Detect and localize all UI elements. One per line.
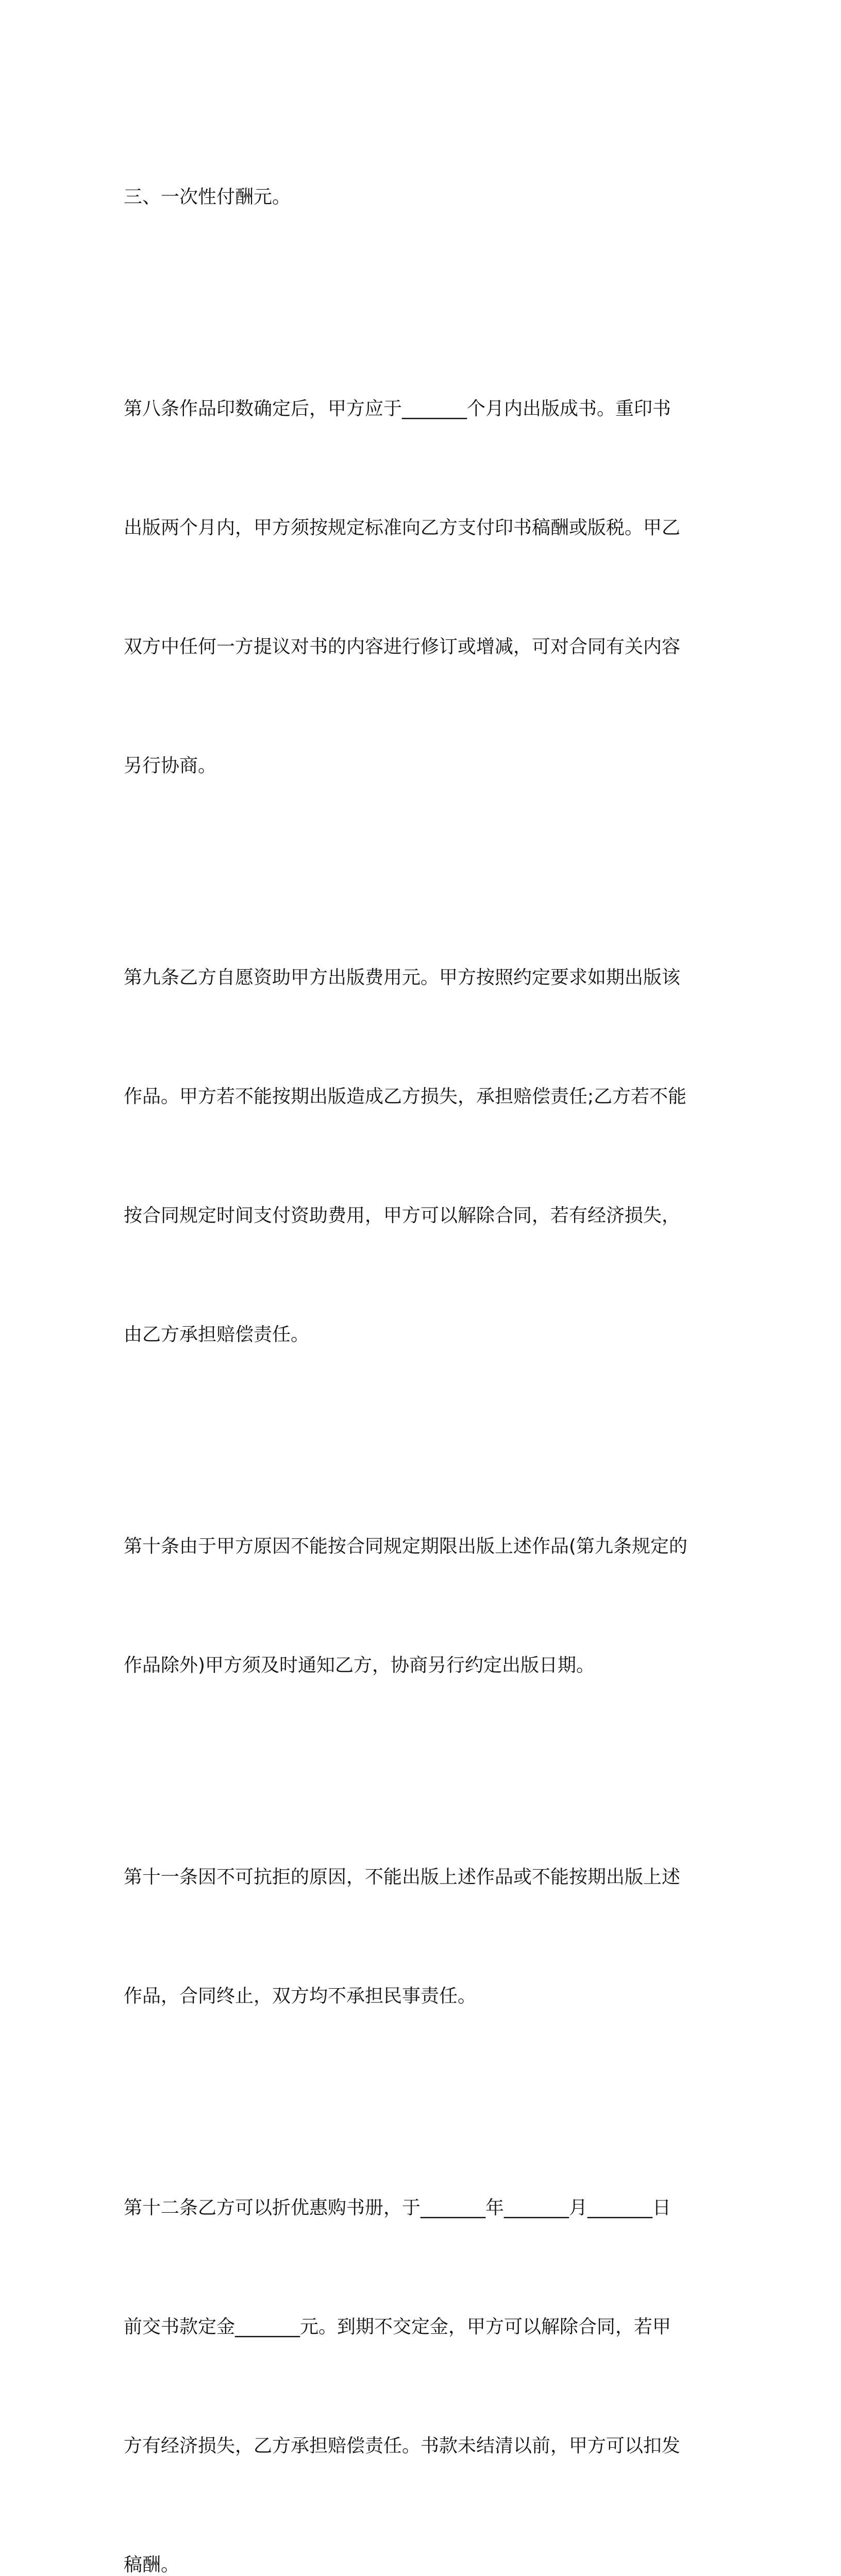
text-line: 另行协商。 [124,755,217,776]
text-line: 第十条由于甲方原因不能按合同规定期限出版上述作品(第九条规定的 [124,1536,688,1557]
text-line: 第十一条因不可抗拒的原因，不能出版上述作品或不能按期出版上述 [124,1867,681,1888]
paragraph-payment-clause [124,98,716,296]
text-line: 第九条乙方自愿资助甲方出版费用元。甲方按照约定要求如期出版该 [124,967,681,988]
text-line: 双方中任何一方提议对书的内容进行修订或增减，可对合同有关内容 [124,636,681,657]
text-line: 第八条作品印数确定后，甲方应于_______个月内出版成书。重印书 [124,398,671,419]
text-line: 按合同规定时间支付资助费用，甲方可以解除合同，若有经济损失， [124,1205,681,1226]
text-line: 由乙方承担赔偿责任。 [124,1324,310,1345]
paragraph-article-11 [124,1778,716,2095]
text-line: 稿酬。 [124,2554,180,2575]
paragraph-article-9 [124,878,716,1434]
text-line: 出版两个月内，甲方须按规定标准向乙方支付印书稿酬或版税。甲乙 [124,517,681,538]
text-line: 三、一次性付酬元。 [124,187,291,208]
paragraph-article-8 [124,310,716,865]
paragraph-article-10 [124,1447,716,1765]
text-line: 方有经济损失，乙方承担赔偿责任。书款未结清以前，甲方可以扣发 [124,2435,681,2456]
document-body [124,98,716,2576]
paragraph-article-12 [124,2109,716,2576]
text-line: 作品除外)甲方须及时通知乙方，协商另行约定出版日期。 [124,1655,595,1676]
text-line: 作品。甲方若不能按期出版造成乙方损失，承担赔偿责任;乙方若不能 [124,1086,687,1107]
text-line: 前交书款定金_______元。到期不交定金，甲方可以解除合同，若甲 [124,2316,671,2337]
text-line: 第十二条乙方可以折优惠购书册，于_______年_______月_______日 [124,2197,671,2218]
text-line: 作品，合同终止，双方均不承担民事责任。 [124,1986,477,2007]
